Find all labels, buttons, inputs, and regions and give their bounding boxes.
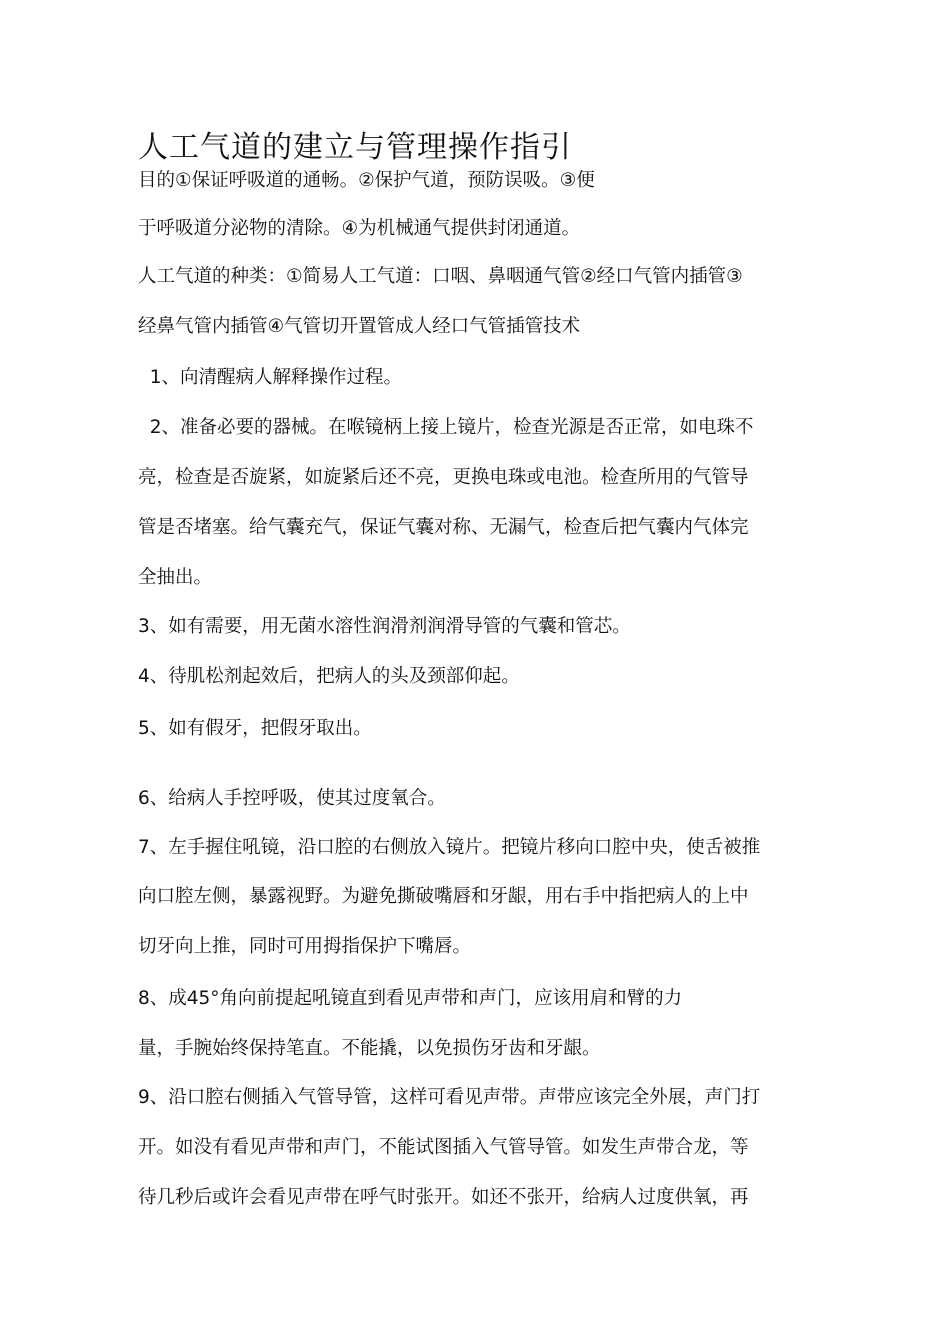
text-line-6: 2、准备必要的器械。在喉镜柄上接上镜片，检查光源是否正常，如电珠不: [138, 417, 754, 438]
text-line-17: 8、成45°角向前提起吼镜直到看见声带和声门，应该用肩和臂的力: [138, 988, 683, 1009]
document-title: 人工气道的建立与管理操作指引: [138, 130, 572, 166]
text-line-13: 6、给病人手控呼吸，使其过度氧合。: [138, 788, 446, 809]
text-line-8: 管是否堵塞。给气囊充气，保证气囊对称、无漏气，检查后把气囊内气体完: [138, 517, 749, 538]
text-line-14: 7、左手握住吼镜，沿口腔的右侧放入镜片。把镜片移向口腔中央，使舌被推: [138, 837, 761, 858]
text-line-19: 9、沿口腔右侧插入气管导管，这样可看见声带。声带应该完全外展，声门打: [138, 1087, 761, 1108]
text-line-5: 1、向清醒病人解释操作过程。: [138, 367, 403, 388]
text-line-10: 3、如有需要，用无菌水溶性润滑剂润滑导管的气囊和管芯。: [138, 616, 631, 637]
text-line-18: 量，手腕始终保持笔直。不能撬，以免损伤牙齿和牙龈。: [138, 1038, 601, 1059]
text-line-16: 切牙向上推，同时可用拇指保护下嘴唇。: [138, 936, 472, 957]
text-line-3: 人工气道的种类：①简易人工气道：口咽、鼻咽通气管②经口气管内插管③: [138, 266, 743, 287]
text-line-11: 4、待肌松剂起效后，把病人的头及颈部仰起。: [138, 666, 520, 687]
text-line-4: 经鼻气管内插管④气管切开置管成人经口气管插管技术: [138, 316, 581, 337]
text-line-7: 亮，检查是否旋紧，如旋紧后还不亮，更换电珠或电池。检查所用的气管导: [138, 467, 749, 488]
text-line-1: 目的①保证呼吸道的通畅。②保护气道，预防误吸。③便: [138, 170, 595, 191]
text-line-21: 待几秒后或许会看见声带在呼气时张开。如还不张开，给病人过度供氧，再: [138, 1187, 749, 1208]
text-line-15: 向口腔左侧，暴露视野。为避免撕破嘴唇和牙龈，用右手中指把病人的上中: [138, 886, 749, 907]
text-line-12: 5、如有假牙，把假牙取出。: [138, 718, 372, 739]
text-line-2: 于呼吸道分泌物的清除。④为机械通气提供封闭通道。: [138, 218, 581, 239]
text-line-9: 全抽出。: [138, 567, 213, 588]
text-line-20: 开。如没有看见声带和声门，不能试图插入气管导管。如发生声带合龙，等: [138, 1137, 749, 1158]
